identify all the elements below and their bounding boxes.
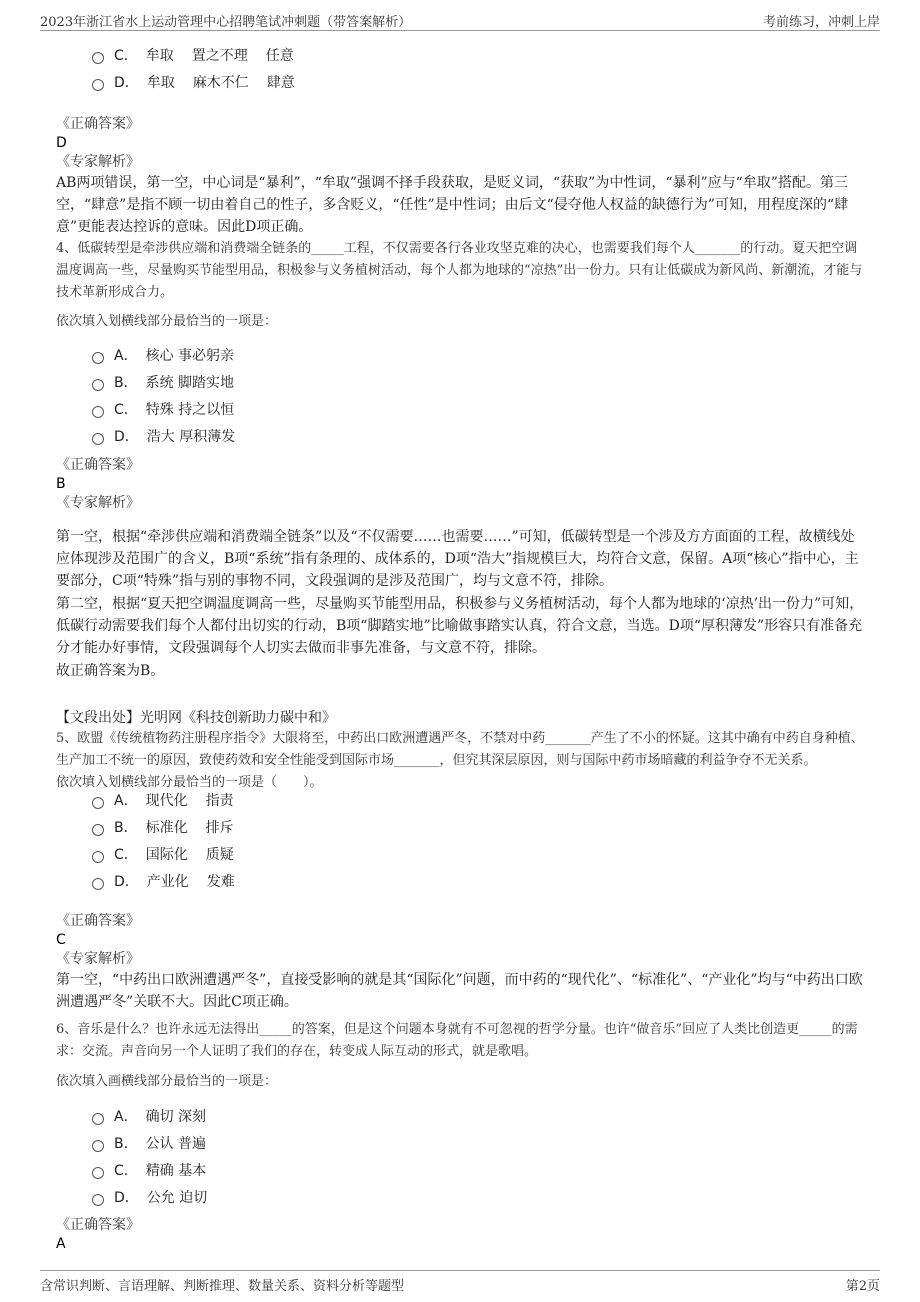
analysis-text: AB两项错误，第一空，中心词是“暴利”，“牟取”强调不择手段获取，是贬义词，“获取”为中性词，“暴利”应与“牟取”搭配。第三空，“肆意”是指不顾一切由着自己的性子，多含贬义，“任性”是中性词；由后文“侵夺他人权益的缺德行为”可知，用程度深的“肆意”更能表达控诉的意味。因此D项正确。 bbox=[56, 175, 849, 235]
q5-option-b[interactable]: B． 标准化 排斥 bbox=[92, 815, 252, 839]
q6-prompt-wrap bbox=[56, 1071, 864, 1093]
page-header bbox=[40, 8, 880, 31]
answer-value: A bbox=[56, 1236, 66, 1252]
q6-answer-block bbox=[56, 1216, 864, 1254]
answer-value: D bbox=[56, 135, 67, 151]
radio-circle-icon[interactable] bbox=[92, 878, 104, 890]
q6-option-c[interactable]: C． 精确 基本 bbox=[92, 1158, 206, 1182]
question-prompt: 依次填入画横线部分最恰当的一项是： bbox=[56, 1074, 278, 1089]
radio-circle-icon[interactable] bbox=[92, 1113, 104, 1125]
radio-circle-icon[interactable] bbox=[92, 52, 104, 64]
q5-option-d[interactable]: D． 产业化 发难 bbox=[92, 869, 253, 893]
answer-label: 《正确答案》 bbox=[56, 457, 140, 473]
radio-circle-icon[interactable] bbox=[92, 433, 104, 445]
radio-circle-icon[interactable] bbox=[92, 851, 104, 863]
q3-option-c[interactable]: C． 牟取 置之不理 任意 bbox=[92, 43, 312, 67]
radio-circle-icon[interactable] bbox=[92, 1167, 104, 1179]
answer-label: 《正确答案》 bbox=[56, 1217, 140, 1233]
q5-block bbox=[56, 728, 864, 794]
q4-option-a[interactable]: A． 核心 事必躬亲 bbox=[92, 343, 234, 367]
footer-topics: 含常识判断、言语理解、判断推理、数量关系、资料分析等题型 bbox=[40, 1279, 405, 1294]
question-stem: 6、音乐是什么？也许永远无法得出_____的答案，但是这个问题本身就有不可忽视的哲学分量。也许“做音乐”回应了人类比创造更_____的需求：交流。声音向另一个人证明了我们的存在，转变成人际互动的形式，就是歌唱。 bbox=[56, 1022, 858, 1059]
q5-option-c[interactable]: C． 国际化 质疑 bbox=[92, 842, 252, 866]
radio-circle-icon[interactable] bbox=[92, 379, 104, 391]
document-title: 2023年浙江省水上运动管理中心招聘笔试冲刺题（带答案解析） bbox=[40, 15, 412, 30]
answer-value: C bbox=[56, 932, 66, 948]
q4-option-b[interactable]: B． 系统 脚踏实地 bbox=[92, 370, 234, 394]
q4-analysis-p1: 第一空，根据“牵涉供应端和消费端全链条”以及“不仅需要……也需要……”可知，低碳转型是一个涉及方方面面的工程，故横线处应体现涉及范围广的含义，B项“系统”指有条理的、成体系的，D项“浩大”指规模巨大，均符合文意，保留。A项“核心”指中心，主要部分，C项“特殊”指与别的事物不同，文段强调的是涉及范围广，均与文意不符，排除。 bbox=[56, 529, 859, 589]
radio-circle-icon[interactable] bbox=[92, 824, 104, 836]
q3-answer-block bbox=[56, 115, 864, 238]
radio-circle-icon[interactable] bbox=[92, 797, 104, 809]
question-stem: 4、低碳转型是牵涉供应端和消费端全链条的_____工程，不仅需要各行各业攻坚克难的决心，也需要我们每个人_______的行动。夏天把空调温度调高一些，尽量购买节能型用品，积极参与义务植树活动，每个人都为地球的“凉热”出一份力。只有让低碳成为新风尚、新潮流，才能与技术革新形成合力。 bbox=[56, 241, 863, 300]
q4-source: 【文段出处】光明网《科技创新助力碳中和》 bbox=[56, 710, 336, 726]
radio-circle-icon[interactable] bbox=[92, 79, 104, 91]
q4-prompt-wrap bbox=[56, 311, 864, 333]
analysis-label: 《专家解析》 bbox=[56, 154, 140, 170]
q4-answer-block bbox=[56, 456, 864, 513]
q4-analysis-p2: 第二空，根据“夏天把空调温度调高一些，尽量购买节能型用品，积极参与义务植树活动，每个人都为地球的‘凉热’出一份力”可知，低碳行动需要我们每个人都付出切实的行动，B项“脚踏实地”比喻做事踏实认真，符合文意，当选。D项“厚积薄发”形容只有准备充分才能办好事情，文段强调每个人切实去做而非事先准备，与文意不符，排除。 bbox=[56, 596, 864, 656]
q3-option-d[interactable]: D． 牟取 麻木不仁 肆意 bbox=[92, 70, 313, 94]
radio-circle-icon[interactable] bbox=[92, 1194, 104, 1206]
answer-label: 《正确答案》 bbox=[56, 913, 140, 929]
question-prompt: 依次填入划横线部分最恰当的一项是： bbox=[56, 314, 278, 329]
answer-value: B bbox=[56, 476, 66, 492]
radio-circle-icon[interactable] bbox=[92, 406, 104, 418]
analysis-label: 《专家解析》 bbox=[56, 495, 140, 511]
q5-answer-block bbox=[56, 912, 864, 1013]
q6-block bbox=[56, 1019, 864, 1063]
q5-option-a[interactable]: A． 现代化 指责 bbox=[92, 788, 252, 812]
q4-option-d[interactable]: D． 浩大 厚积薄发 bbox=[92, 424, 235, 448]
radio-circle-icon[interactable] bbox=[92, 352, 104, 364]
header-slogan: 考前练习，冲刺上岸 bbox=[762, 15, 880, 30]
page-footer bbox=[40, 1270, 880, 1295]
question-prompt: 依次填入划横线部分最恰当的一项是（ ）。 bbox=[56, 775, 323, 790]
q6-option-a[interactable]: A． 确切 深刻 bbox=[92, 1104, 206, 1128]
page-number: 第2页 bbox=[845, 1279, 880, 1294]
analysis-text: 第一空，“中药出口欧洲遭遇严冬”，直接受影响的就是其“国际化”问题，而中药的“现代化”、“标准化”、“产业化”均与“中药出口欧洲遭遇严冬”关联不大。因此C项正确。 bbox=[56, 972, 863, 1010]
q4-conclusion: 故正确答案为B。 bbox=[56, 663, 165, 679]
q4-block bbox=[56, 238, 864, 304]
answer-label: 《正确答案》 bbox=[56, 116, 140, 132]
analysis-label: 《专家解析》 bbox=[56, 951, 140, 967]
q4-option-c[interactable]: C． 特殊 持之以恒 bbox=[92, 397, 234, 421]
q6-option-b[interactable]: B． 公认 普遍 bbox=[92, 1131, 206, 1155]
radio-circle-icon[interactable] bbox=[92, 1140, 104, 1152]
q6-option-d[interactable]: D． 公允 迫切 bbox=[92, 1185, 207, 1209]
question-stem: 5、欧盟《传统植物药注册程序指令》大限将至，中药出口欧洲遭遇严冬，不禁对中药_______产生了不小的怀疑。这其中确有中药自身种植、生产加工不统一的原因，致使药效和安全性能受到国际市场_______，但究其深层原因，则与国际中药市场暗藏的利益争夺不无关系。 bbox=[56, 731, 864, 768]
